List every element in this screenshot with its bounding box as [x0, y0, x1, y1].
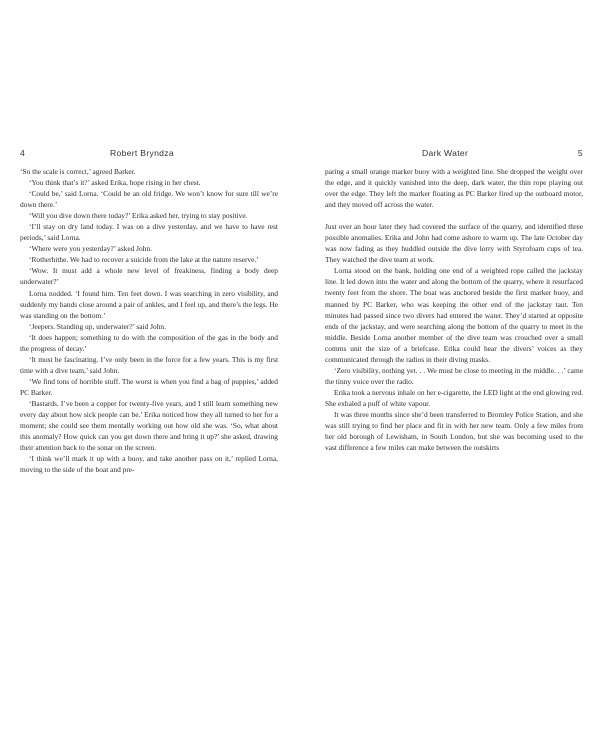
- right-page: [325, 148, 583, 453]
- paragraph: ‘So the scale is correct,’ agreed Barker.: [20, 167, 136, 176]
- right-page-header: [325, 148, 583, 162]
- paragraph: Lorna stood on the bank, holding one end of a weighted rope called the jackstay line. It led down into the water and along the bottom of the quarry, where it resurfaced twenty feet from the shore. The boat was anchored beside the first marker buoy, and manned by PC Barker, who was keeping the other end of the jackstay taut. Ten minutes had passed since two divers had entered the water. They’d started at opposite ends of the jackstay, and were searching along the bottom of the quarry to meet in the middle. Beside Lorna another member of the dive team was crouched over a small comms unit the size of a briefcase. Erika could hear the divers’ voices as they communicated through the radios in their diving masks.: [325, 266, 583, 364]
- paragraph: ‘Jeepers. Standing up, underwater?’ said John.: [29, 321, 166, 331]
- paragraph: ‘We find tons of horrible stuff. The worst is when you find a bag of puppies,’ added PC Barker.: [20, 376, 278, 397]
- left-page-header: [20, 148, 278, 162]
- left-page-body: [20, 166, 278, 475]
- paragraph: ‘Wow. It must add a whole new level of freakiness, finding a body deep underwater?’: [20, 266, 278, 287]
- page-number: 4: [20, 148, 26, 158]
- page-number: 5: [577, 148, 583, 158]
- paragraph: It was three months since she’d been transferred to Bromley Police Station, and she was still trying to find her place and fit in with her new team. Only a few miles from her old borough of Lewisham, in South London, but she was becoming used to the vast difference a few miles can make between the outskirts: [325, 409, 583, 453]
- paragraph: Erika took a nervous inhale on her e-cigarette, the LED light at the end glowing red. She exhaled a puff of white vapour.: [325, 387, 583, 408]
- right-page-body: [325, 166, 583, 453]
- left-page: [20, 148, 278, 475]
- paragraph: paring a small orange marker buoy with a weighted line. She dropped the weight over the edge, and it quickly vanished into the deep, dark water, the thin rope playing out over the edge. They left the marker floating as PC Barker fired up the outboard motor, and they moved off across the water.: [325, 167, 583, 210]
- paragraph: ‘It does happen; something to do with the composition of the gas in the body and the progress of decay.’: [20, 332, 278, 353]
- running-head-title: Dark Water: [422, 148, 469, 158]
- paragraph: Just over an hour later they had covered the surface of the quarry, and identified three possible anomalies. Erika and John had come ashore to warm up. The late October day was now fading as they huddled outside the dive lorry with Styrofoam cups of tea. They watched the dive team at work.: [325, 222, 583, 265]
- paragraph: ‘It must be fascinating. I’ve only been in the force for a few years. This is my first time with a dive team,’ said John.: [20, 354, 278, 375]
- paragraph: ‘Could be,’ said Lorna. ‘Could be an old fridge. We won’t know for sure till we’re down there.’: [20, 189, 278, 210]
- running-head-author: Robert Bryndza: [110, 148, 174, 158]
- paragraph: ‘I’ll stay on dry land today. I was on a dive yesterday, and we have to have rest periods,’ said Lorna.: [20, 222, 278, 243]
- paragraph: Lorna nodded. ‘I found him. Ten feet down. I was searching in zero visibility, and suddenly my hands close around a pair of ankles, and I feel up, and there’s the legs. He was standing on the bottom.’: [20, 288, 278, 320]
- paragraph: ‘Will you dive down there today?’ Erika asked her, trying to stay positive.: [29, 211, 248, 221]
- paragraph: ‘I think we’ll mark it up with a buoy, and take another pass on it,’ replied Lorna, moving to the side of the boat and pre-: [20, 454, 278, 475]
- paragraph: ‘Where were you yesterday?’ asked John.: [29, 244, 152, 254]
- paragraph: ‘Zero visibility, nothing yet. . . We must be close to meeting in the middle. . .’ came the tinny voice over the radio.: [325, 365, 583, 386]
- paragraph: ‘Bastards. I’ve been a copper for twenty-five years, and I still learn something new every day about how sick people can be.’ Erika noticed how they all turned to her for a moment; she could see them mentally working out how old she was. ‘So, what about this anomaly? How quick can you get down there and bring it up?’ she asked, drawing their attention back to the sonar on the screen.: [20, 398, 278, 453]
- paragraph: ‘Rotherhithe. We had to recover a suicide from the lake at the nature reserve.’: [29, 255, 259, 265]
- paragraph: ‘You think that’s it?’ asked Erika, hope rising in her chest.: [29, 178, 201, 188]
